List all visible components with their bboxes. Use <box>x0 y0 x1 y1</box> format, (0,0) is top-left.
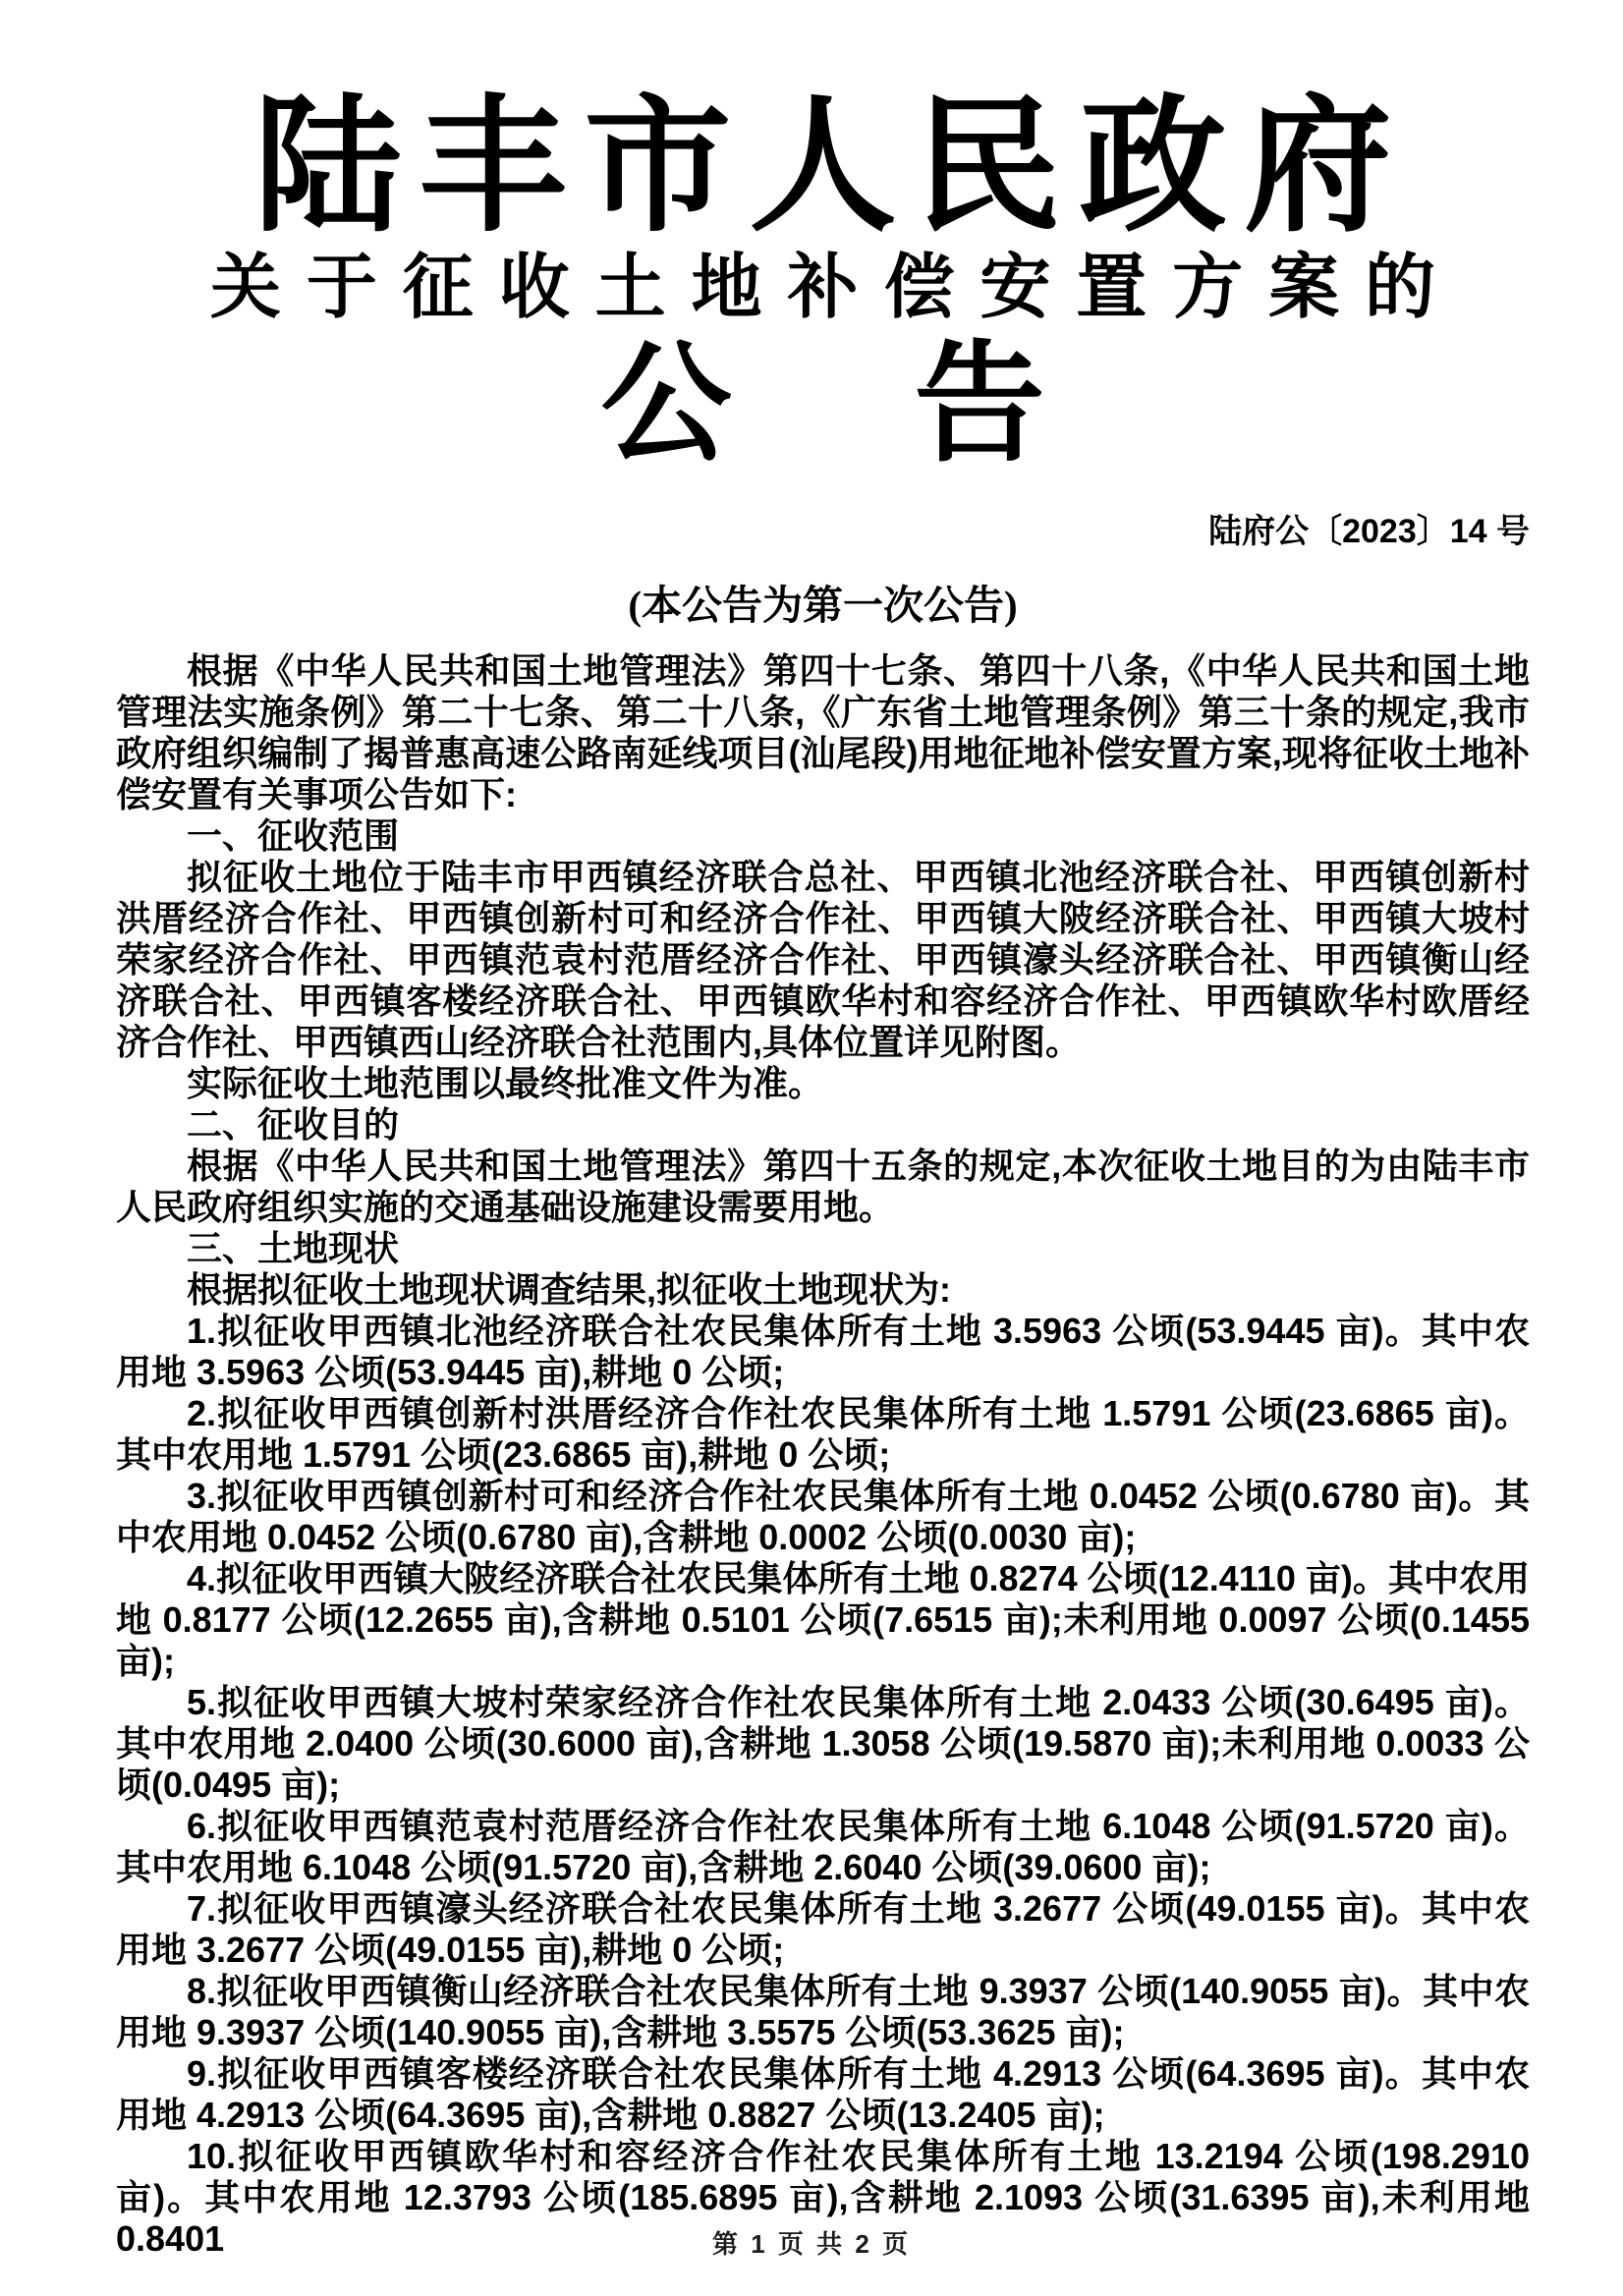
land-item-10: 10.拟征收甲西镇欧华村和容经济合作社农民集体所有土地 13.2194 公顷(198.2910 亩)。其中农用地 12.3793 公顷(185.6895 亩),含耕地 2.1093 公顷(31.6395 亩),未利用地 0.8401 <box>116 2136 1530 2260</box>
body-paragraph: 根据《中华人民共和国土地管理法》第四十五条的规定,本次征收土地目的为由陆丰市人民政府组织实施的交通基础设施建设需要用地。 <box>116 1146 1530 1228</box>
section-heading-2: 二、征收目的 <box>187 1104 400 1146</box>
page-number-footer: 第 1 页 共 2 页 <box>711 2229 912 2259</box>
land-item-7: 7.拟征收甲西镇濠头经济联合社农民集体所有土地 3.2677 公顷(49.0155 亩)。其中农用地 3.2677 公顷(49.0155 亩),耕地 0 公顷; <box>116 1888 1530 1971</box>
land-item-5: 5.拟征收甲西镇大坡村荣家经济合作社农民集体所有土地 2.0433 公顷(30.6495 亩)。其中农用地 2.0400 公顷(30.6000 亩),含耕地 1.3058 公顷(19.5870 亩);未利用地 0.0033 公顷(0.0495 亩); <box>116 1682 1530 1806</box>
body-paragraph: 拟征收土地位于陆丰市甲西镇经济联合总社、甲西镇北池经济联合社、甲西镇创新村洪厝经济合作社、甲西镇创新村可和经济合作社、甲西镇大陂经济联合社、甲西镇大坡村荣家经济合作社、甲西镇范袁村范厝经济合作社、甲西镇濠头经济联合社、甲西镇衡山经济联合社、甲西镇客楼经济联合社、甲西镇欧华村和容经济合作社、甲西镇欧华村欧厝经济合作社、甲西镇西山经济联合社范围内,具体位置详见附图。 <box>116 857 1530 1063</box>
section-heading-1: 一、征收范围 <box>187 815 400 857</box>
land-item-9: 9.拟征收甲西镇客楼经济联合社农民集体所有土地 4.2913 公顷(64.3695 亩)。其中农用地 4.2913 公顷(64.3695 亩),含耕地 0.8827 公顷(13.2405 亩); <box>116 2053 1530 2136</box>
document-title: 陆丰市人民政府 <box>253 86 1410 250</box>
land-item-8: 8.拟征收甲西镇衡山经济联合社农民集体所有土地 9.3937 公顷(140.9055 亩)。其中农用地 9.3937 公顷(140.9055 亩),含耕地 3.5575 公顷(53.3625 亩); <box>116 1971 1530 2053</box>
land-item-4: 4.拟征收甲西镇大陂经济联合社农民集体所有土地 0.8274 公顷(12.4110 亩)。其中农用地 0.8177 公顷(12.2655 亩),含耕地 0.5101 公顷(7.6515 亩);未利用地 0.0097 公顷(0.1455 亩); <box>116 1558 1530 1682</box>
land-item-6: 6.拟征收甲西镇范袁村范厝经济合作社农民集体所有土地 6.1048 公顷(91.5720 亩)。其中农用地 6.1048 公顷(91.5720 亩),含耕地 2.6040 公顷(39.0600 亩); <box>116 1806 1530 1888</box>
intro-paragraph: 根据《中华人民共和国土地管理法》第四十七条、第四十八条,《中华人民共和国土地管理法实施条例》第二十七条、第二十八条,《广东省土地管理条例》第三十条的规定,我市政府组织编制了揭普惠高速公路南延线项目(汕尾段)用地征地补偿安置方案,现将征收土地补偿安置有关事项公告如下: <box>116 650 1530 815</box>
first-announcement-notice: (本公告为第一次公告) <box>628 582 1018 628</box>
section-heading-3: 三、土地现状 <box>187 1228 400 1269</box>
document-subtitle: 关于征收土地补偿安置方案的 <box>209 249 1461 327</box>
body-paragraph: 实际征收土地范围以最终批准文件为准。 <box>187 1063 824 1104</box>
document-body <box>116 650 1530 2260</box>
land-item-1: 1.拟征收甲西镇北池经济联合社农民集体所有土地 3.5963 公顷(53.9445 亩)。其中农用地 3.5963 公顷(53.9445 亩),耕地 0 公顷; <box>116 1311 1530 1393</box>
announcement-char-2: 告 <box>914 331 1045 477</box>
land-item-3: 3.拟征收甲西镇创新村可和经济合作社农民集体所有土地 0.0452 公顷(0.6780 亩)。其中农用地 0.0452 公顷(0.6780 亩),含耕地 0.0002 公顷(0.0030 亩); <box>116 1476 1530 1558</box>
document-number: 陆府公〔2023〕14 号 <box>1208 512 1530 550</box>
body-paragraph: 根据拟征收土地现状调查结果,拟征收土地现状为: <box>187 1269 951 1311</box>
announcement-word <box>116 331 1530 477</box>
announcement-char-1: 公 <box>600 331 732 477</box>
land-item-2: 2.拟征收甲西镇创新村洪厝经济合作社农民集体所有土地 1.5791 公顷(23.6865 亩)。其中农用地 1.5791 公顷(23.6865 亩),耕地 0 公顷; <box>116 1393 1530 1476</box>
